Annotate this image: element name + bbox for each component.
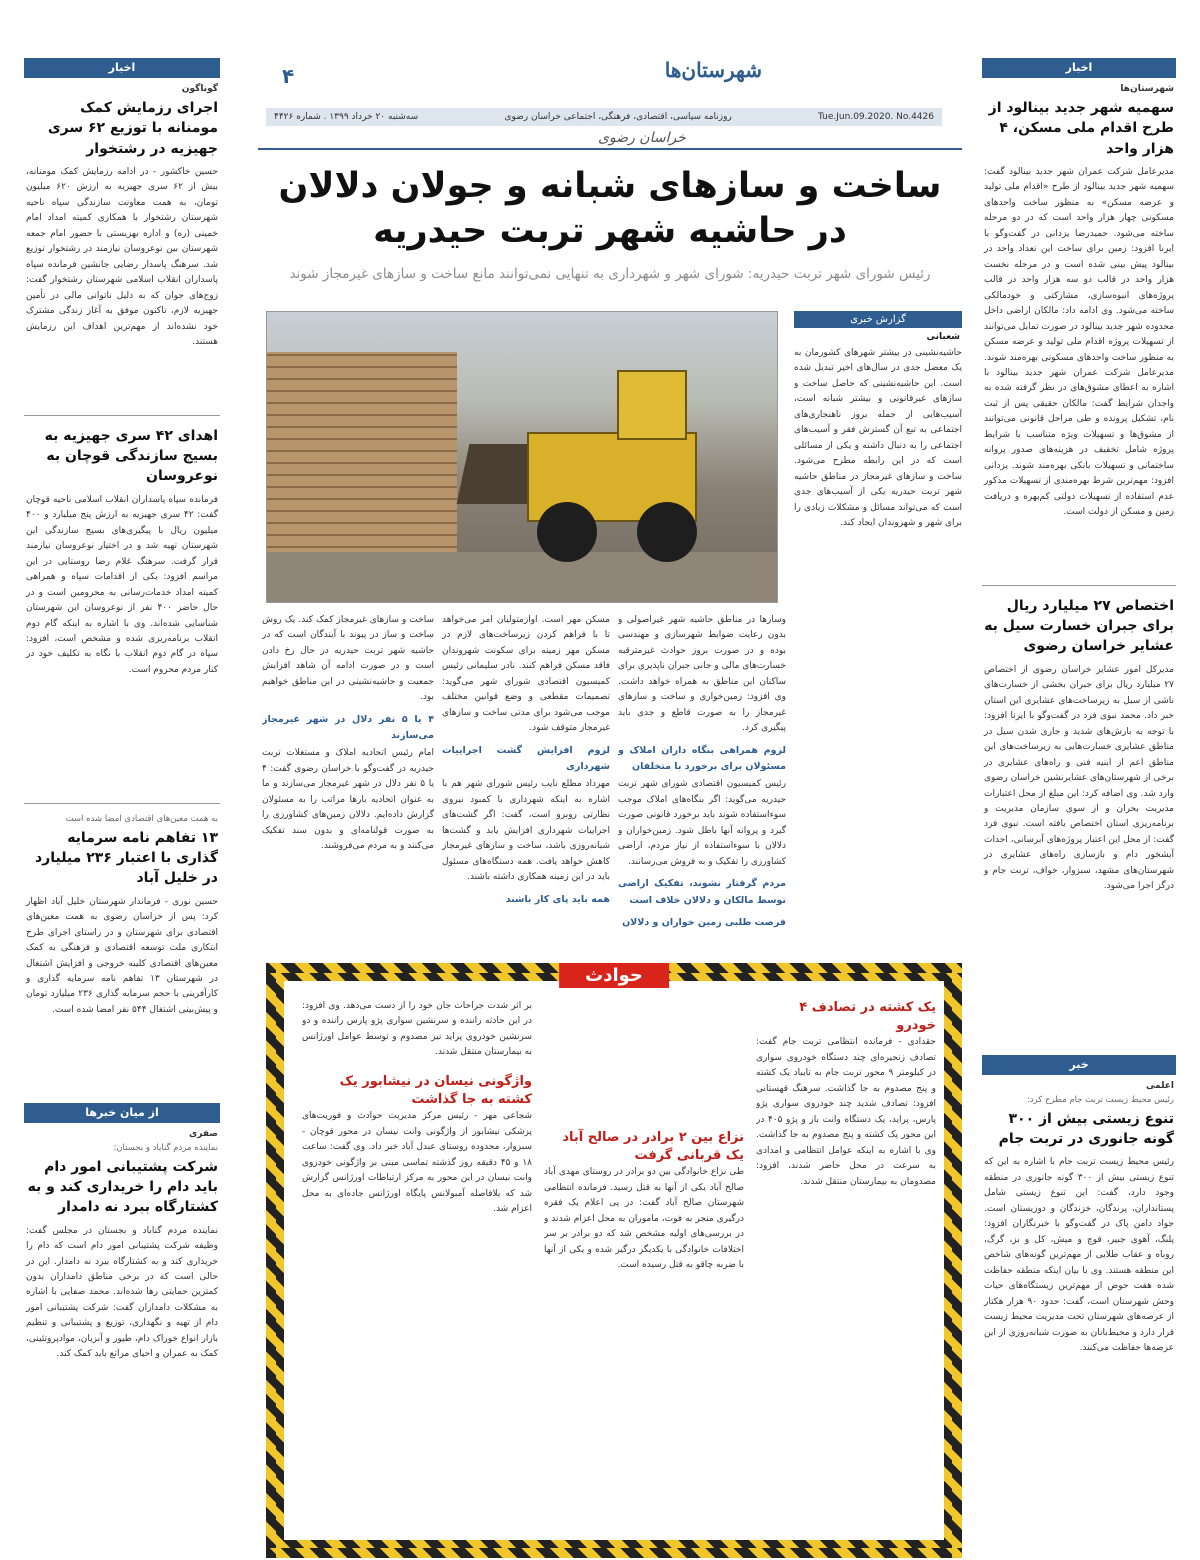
event-body: طی نزاع خانوادگی بین دو برادر در روستای مهدی آباد صالح آباد یکی از آنها به قتل رسید. فرمانده انتظامی شهرستان صالح آباد گفت: در پی اعلام یک فقره درگیری منجر به فوت، ماموران به محل اعزام شدند و در بررسی‌های اولیه مشخص شد که دو برادر بر سر اختلافات خانوادگی با یکدیگر درگیر شده و یکی از آنها با ضربه چاقو به قتل رسیده است. [544,1167,744,1271]
loader-cab [617,370,687,440]
section-subtitle: اعلمی [1145,1080,1174,1091]
event-article [544,999,744,1539]
article-body: نماینده مردم گناباد و بجستان در مجلس گفت: وظیفه شرکت پشتیبانی امور دام است که دام را خریداری کند و به کشتارگاه ببرد نه دامدار. این در حالی است که در برخی مناطق دامداران بدون کمترین حمایتی رها شده‌اند. محمد صفایی با اشاره به مشکلات دامداران گفت: شرکت پشتیبانی امور دام از تهیه و نگهداری، توزیع و پشتیبانی و تنظیم بازار انواع خوراک دام، طیور و آبزیان، موادپروتئینی، کمک به عمران و احیای مراتع باید کمک کند. [26,1225,218,1360]
news-section-tag: خبر [982,1055,1176,1075]
page-number: ۴ [282,64,295,88]
article-subtitle: لزوم افزایش گشت اجراییات شهرداری [442,744,610,773]
article-title[interactable]: شرکت پشتیبانی امور دام باید دام را خریداری کند و به کشتارگاه ببرد نه دامدار [27,1158,218,1216]
article-text: ساخت و سازهای غیرمجاز کمک کند. یک روش ساخت و ساز در پیوند با آیندگان است که در حاشیه شهر تربت حیدریه در حال رخ دادن است و در صورت ادامه آن شاهد افزایش جمعیت و حاشیه‌نشینی در این مناطق خواهیم بود. [262,615,434,703]
event-title[interactable]: یک کشته در تصادف ۴ خودرو [799,1000,936,1034]
section-subtitle: صفری [188,1128,218,1139]
article-body: مدیرعامل شرکت عمران شهر جدید بینالود گفت: سهمیه شهر جدید بینالود از طرح «اقدام ملی تولید و عرضه مسکن» به منظور ساخت واحدهای مسکونی چهار هزار واحد است که در دو مرحله ساخته می‌شود. حمیدرضا یزدانی در گفت‌وگو با ایرنا افزود: زمین برای ساخت این تعداد واحد در بینالود پیش بینی شده است و در مرحله نخست هزار واحد در قالب دو سه هزار واحد در قالب پروژه‌های انبوه‌سازی، مشارکتی و خودمالکی ساخته می‌شود. وی ادامه داد: مالکان اراضی داخل محدوده شهر جدید بینالود در صورت تمایل می‌توانند از تسهیلات پروژه اقدام ملی تولید و عرضه مسکن به منظور ساخت واحدهای مسکونی بهره‌مند شوند. مدیرعامل شرکت عمران شهر جدید بینالود با اشاره به اعطای مشوق‌های در نظر گرفته شده به واجدان شرایط گفت: مالکان حقیقی پس از ثبت نام، تشکیل پرونده و طی مراحل قانونی می‌توانند از مشوق‌ها و تسهیلات ویژه متناسب با شرایط پروژه شامل تخفیف در هزینه‌های صدور پروانه ساختمانی و تسهیلات بانکی بهره‌مند شوند. یزدانی افزود: مهم‌ترین شرط بهره‌مندی از تسهیلات مذکور عدم استفاده از تسهیلات دولتی کم‌بهره و دریافت زمین و مسکن از دولت است. [984,166,1174,518]
main-photo-bulldozer [266,311,778,603]
article-body: رئیس محیط زیست تربت جام با اشاره به این که تنوع زیستی بیش از ۳۰۰ گونه جانوری در منطقه وجود دارد، گفت: این تنوع زیستی شامل پستانداران، پرندگان، خزندگان و دوزیستان است. جواد دامن پاک در گفت‌وگو با خبرنگاران افزود: پلنگ، آهوی جبیر، قوچ و میش، کل و بز، گرگ، روباه و عقاب طلایی از مهم‌ترین گونه‌های شاخص این منطقه هستند. وی با بیان اینکه منطقه حفاظت شده هفت حوض از مهم‌ترین زیستگاه‌های حیات وحش شهرستان است، گفت: حدود ۹۰ هزار هکتار از عرصه‌های شهرستان تحت مدیریت محیط زیست قرار دارد و محیط‌بانان به صورت شبانه‌روزی از این عرصه‌ها حفاظت می‌کنند. [984,1157,1174,1353]
article-subtitle: ۴ یا ۵ نفر دلال در شهر غیرمجاز می‌سازند [262,713,434,742]
article-title[interactable]: تنوع زیستی بیش از ۳۰۰ گونه جانوری در تربت جام [998,1110,1174,1148]
article-text: مهرداد مطلع نایب رئیس شورای شهر هم با اشاره به اینکه شهرداری با کمبود نیروی نظارتی روبرو است، گفت: اگر گشت‌های اجراییات شهرداری افزایش یابد و گشت‌ها شبانه‌روزی باشد، ساخت و سازهای غیرمجاز کاهش خواهد یافت. همه دستگاه‌های مسئول باید در این زمینه همکاری داشته باشند. [442,779,610,883]
news-section-tag: از میان خبرها [24,1103,220,1123]
article-body: حسین خاکشور - در ادامه رزمایش کمک مومنانه، بیش از ۶۲ سری جهیزیه به ارزش ۶۲۰ میلیون تومان، به همت معاونت سازندگی سپاه ناحیه شهرستان رشتخوار با همکاری کمیته امداد امام خمینی (ره) و اداره بهزیستی با حضور امام جمعه شهرستان بین نوعروسان نیازمند در رشتخوار توزیع شد. سرهنگ پاسدار رضایی جانشین فرمانده سپاه پاسداران انقلاب اسلامی شهرستان رشتخوار گفت: زوج‌های جوان که به دلیل ناتوانی مالی در تأمین جهیزیه لازم، تاکنون موفق به آغاز زندگی مشترک خود نشده‌اند از مهم‌ترین اهداف این رزمایش هستند. [26,166,219,348]
loader-wheel [637,502,697,562]
article-title[interactable]: اهدای ۴۲ سری جهیزیه به بسیج سازندگی قوچان به نوعروسان [44,427,218,485]
divider [24,415,220,416]
article-subtitle: فرصت طلبی زمین خواران و دلالان [622,916,786,928]
article-body: مدیرکل امور عشایر خراسان رضوی از اختصاص ۲۷ میلیارد ریال برای جبران بخشی از خسارت‌های ناشی از سیل به زیرساخت‌های عشایری این استان خبر داد. محمد نبوی فرد در گفت‌وگو با ایرنا افزود: با توجه به بارش‌های شدید و جاری شدن سیل در مناطق عشایری خسارت‌هایی به زیرساخت‌های این مناطق اعم از ابنیه فنی و راه‌های عشایری در برخی از شهرستان‌های عشایرنشین خراسان رضوی وارد شد. وی اضافه کرد: این مبلغ از محل اعتبارات مدیریت بحران و از سوی سازمان مدیریت و برنامه‌ریزی استان اختصاص یافته است. نبوی فرد گفت: از محل این اعتبار پروژه‌های آبرسانی، احداث آبشخور دام و بازسازی راه‌های عشایری در شهرستان‌های مشهد، سبزوار، خواف، تربت جام و درگز اجرا می‌شود. [984,664,1174,892]
english-date: Tue.Jun.09.2020. No.4426 [818,112,934,122]
events-inner [284,965,944,1540]
news-section-tag: اخبار [24,58,220,78]
article-body: حسین نوری - فرماندار شهرستان خلیل آباد اظهار کرد: پس از خراسان رضوی به همت معین‌های اقتصادی برای شهرستان و در راستای اجرای طرح ابتکاری ملت توسعه اقتصادی و فرهنگی به کمک معین‌های اقتصادی کلیبه خروجی و افزایش اشتغال در شهرستان ۱۳ تفاهم نامه سرمایه گذاری و کارآفرینی با حجم سرمایه گذاری ۲۳۶ میلیارد تومان و پیش‌بینی اشتغال ۵۴۴ نفر امضا شده است. [26,896,218,1015]
article-title[interactable]: سهمیه شهر جدید بینالود از طرح اقدام ملی مسکن، ۴ هزار واحد [988,100,1174,157]
main-column [258,58,962,1271]
brick-wall [267,352,457,582]
loader-wheel [537,502,597,562]
news-section-tag: اخبار [982,58,1176,78]
article-title[interactable]: ۱۳ تفاهم نامه سرمایه گذاری با اعتبار ۲۳۶ میلیارد در خلیل آباد [35,829,218,887]
article-title[interactable]: اجرای رزمایش کمک مومنانه با توزیع ۶۲ سری جهیزیه در رشتخوار [47,100,218,157]
event-body: حقدادی - فرمانده انتظامی تربت جام گفت: تصادف زنجیره‌ای چند دستگاه خودروی سواری در کیلومتر ۹ محور تربت جام به تایباد یک کشته و پنج مصدوم به جا گذاشت. سرهنگ قهستانی افزود: تصادف شدید چند خودروی سواری پژو پارس، پراید، یک دستگاه وانت بار و پژو ۴۰۵ در این محور یک کشته و پنج مصدوم به جا گذاشت. وی با اشاره به اینکه عوامل انتظامی و امدادی به سرعت در محل حاضر شدند، افزود: مصدومان به بیمارستان منتقل شدند. [756,1037,936,1187]
article-text: امام رئیس اتحادیه املاک و مستغلات تربت حیدریه در گفت‌وگو با خراسان رضوی گفت: ۴ یا ۵ نفر دلال در شهر غیرمجاز می‌سازند و ما به عنوان اتحادیه بارها مراتب را به مسئولان گزارش داده‌ایم. دلالان زمین‌های کشاورزی را به صورت قولنامه‌ای و بدون سند تفکیک می‌کنند و به مردم می‌فروشند. [262,748,434,852]
event-article [302,999,532,1539]
event-article [756,999,936,1539]
divider [982,585,1176,586]
event-body: بر اثر شدت جراحات جان خود را از دست می‌دهد. وی افزود: در این حادثه راننده و سرنشین سواری پژو پارس راننده و دو سرنشین خودروی پراید نیز مصدوم و توسط عوامل اورژانس به بیمارستان منتقل شدند. [302,1001,532,1058]
ground [267,552,777,602]
newspaper-description: روزنامه سیاسی، اقتصادی، فرهنگی، اجتماعی خراسان رضوی [504,112,732,122]
article-text: وسازها در مناطق حاشیه شهر غیراصولی و بدون رعایت ضوابط شهرسازی و مهندسی بوده و در صورت بروز حوادث غیرمترقبه خسارت‌های مالی و جانی جبران ناپذیری برای ساکنان این مناطق به همراه خواهد داشت. وی افزود: زمین‌خواری و ساخت و سازهای غیرمجاز را به صورت قاطع و جدی باید پیگیری کرد. [618,615,786,734]
article-text: مسکن مهر است. اوازمتولیان امر می‌خواهد تا با فراهم کردن زیرساخت‌های لازم در مسکن مهر زمینه برای سکونت شهروندان فاقد مسکن فراهم کنند. نادر سلیمانی رئیس کمیسیون اقتصادی شورای شهر می‌گوید: تصمیمات مقطعی و وضع قوانین مختلف موجب می‌شود برای مدتی ساخت و سازهای غیرمجاز متوقف شود. [442,615,610,734]
article-subtitle: لزوم همراهی بنگاه داران املاک و مسئولان برای برخورد با متخلفان [618,744,786,773]
persian-date: سه‌شنبه ۲۰ خرداد ۱۳۹۹ . شماره ۴۴۲۶ [274,112,419,122]
article-title[interactable]: اختصاص ۲۷ میلیارد ریال برای جبران خسارت سیل به عشایر خراسان رضوی [984,597,1174,655]
header-bar [266,108,942,126]
newspaper-logo: خراسان رضوی [598,130,686,146]
section-subtitle: شهرستان‌ها [1120,84,1174,94]
article-meta: نماینده مردم گناباد و بجستان: [113,1142,218,1153]
news-report-tag: گزارش خبری [794,311,962,328]
right-column [982,58,1176,1455]
article-text: رئیس کمیسیون اقتصادی شورای شهر تربت حیدریه می‌گوید: اگر بنگاه‌های املاک موجب سوءاستفاده شوند باید برخورد قانونی صورت گیرد و پروانه آنها باطل شود. زمین‌خواران و دلالان با سوءاستفاده از نیاز مردم، اراضی کشاورزی را تفکیک و به فروش می‌رسانند. [618,779,786,867]
main-subheadline: رئیس شورای شهر تربت حیدریه: شورای شهر و شهرداری به تنهایی نمی‌توانند مانع ساخت و سازهای غیرمجاز شوند [289,265,931,282]
divider [24,803,220,804]
events-tag: حوادث [559,963,669,988]
main-headline[interactable] [258,164,962,254]
article-meta: رئیس محیط زیست تربت جام مطرح کرد: [1026,1094,1174,1105]
headline-line-1: ساخت و سازهای شبانه و جولان دلالان [278,166,942,206]
page-header [258,58,962,150]
article-meta: به همت معین‌های اقتصادی امضا شده است [65,813,218,824]
article-body: فرمانده سپاه پاسداران انقلاب اسلامی ناحیه قوچان گفت: ۴۲ سری جهیزیه به ارزش پنج میلیارد و ۴۰۰ میلیون ریال با پیگیری‌های بسیج سازندگی این شهرستان تهیه شد و در اختیار نوعروسان نیازمند قرار گرفت. سرهنگ غلام رضا روستایی در این مراسم افزود: یکی از اقدامات سپاه و همراهی کمیته امداد خدمات‌رسانی به محرومین است و در حال حاضر ۴۰۰ نفر از نوعروسان این شهرستان شناسایی شده‌اند. وی با اشاره به اینکه گام دوم انقلاب برنامه‌ریزی شده و مشخص است، افزود: سپاه در گام دوم انقلاب با نگاه به تکلیف خود در کنار مردم محروم است. [26,494,218,675]
article-subtitle: مردم گرفتار نشوند، تفکیک اراضی توسط مالکان و دلالان خلاف است [618,878,786,906]
author-name: شعبانی [926,332,960,342]
event-body: شجاعی مهر - رئیس مرکز مدیریت حوادث و فوریت‌های پزشکی نیشابور از واژگونی وانت نیسان در محور قوچان - سبزوار، محدوده روستای عبدل آباد خبر داد. وی گفت: ساعت ۱۸ و ۴۵ دقیقه روز گذشته تماسی مبنی بر واژگونی خودروی وانت نیسان در این محور به مرکز ارتباطات اورژانس گزارش شد که بلافاصله آمبولانس پایگاه اورژانس جاده‌ای به محل اعزام شد. [302,1111,532,1215]
article-column-2 [618,613,786,953]
left-column [24,58,220,1444]
headline-line-2: در حاشیه شهر تربت حیدریه [373,210,847,251]
events-box [266,963,962,1558]
article-column-4 [262,613,434,953]
section-title: شهرستان‌ها [664,58,762,82]
event-title[interactable]: نزاع بین ۲ برادر در صالح آباد یک قربانی گرفت [562,1130,744,1164]
section-subtitle: گوناگون [181,84,218,94]
article-subtitle: همه باید پای کار باشند [505,893,610,905]
event-title[interactable]: واژگونی نیسان در نیشابور یک کشته به جا گذاشت [339,1073,532,1108]
news-report-box [794,311,962,676]
article-column-1: حاشیه‌نشینی در بیشتر شهرهای کشورمان به یک معضل جدی در سال‌های اخیر تبدیل شده است. این حاشیه‌نشینی که حاصل ساخت و سازهای غیرقانونی و بیشتر شبانه است، آسیب‌هایی از جمله بروز ناهنجاری‌های اجتماعی به تبع آن گسترش فقر و آسیب‌های اجتماعی را به دنبال داشته و یکی از مسائلی است که در این رابطه مطرح می‌شود. ساخت و سازهای غیرمجاز در مناطق حاشیه شهر تربت حیدریه یکی از آسیب‌های جدی است که می‌تواند مسائل و مشکلات زیادی را برای شهر و شهروندان ایجاد کند. [794,348,962,529]
article-column-3 [442,613,610,953]
